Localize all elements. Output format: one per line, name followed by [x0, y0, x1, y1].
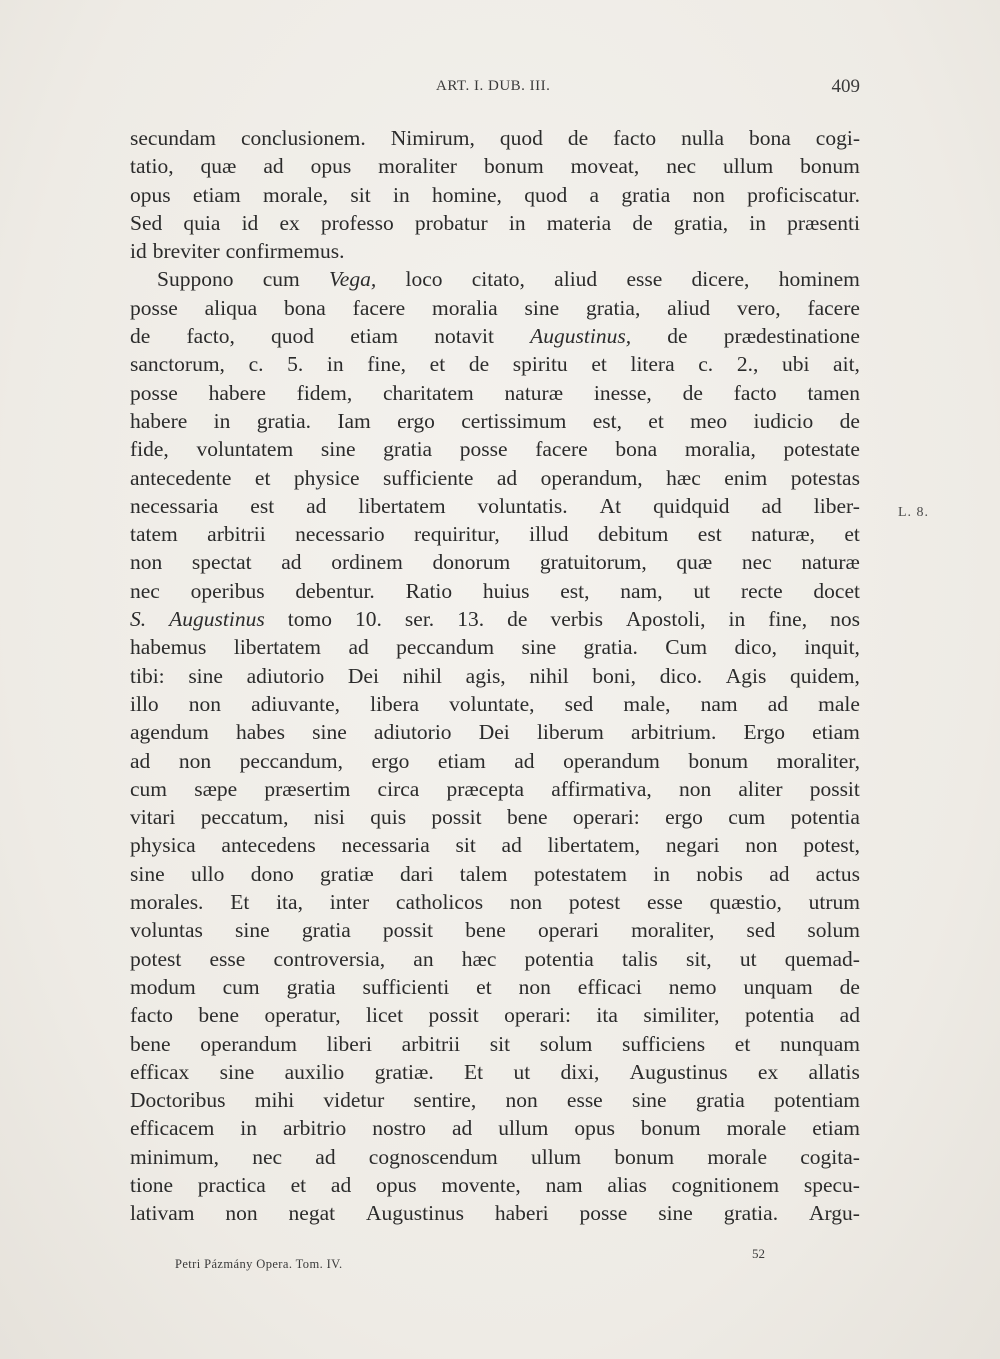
text-line: S. Augustinus tomo 10. ser. 13. de verbis Apostoli, in fine, nos [130, 607, 860, 632]
page-number: 409 [831, 76, 860, 97]
text-line: voluntas sine gratia possit bene operari moraliter, sed solum [130, 918, 860, 943]
text-line: potest esse controversia, an hæc potentia talis sit, ut quemad- [130, 946, 860, 971]
text-line: de facto, quod etiam notavit Augustinus, de prædestinatione [130, 324, 860, 349]
text-line: habere in gratia. Iam ergo certissimum est, et meo iudicio de [130, 408, 860, 433]
text-line: Doctoribus mihi videtur sentire, non esse sine gratia potentiam [130, 1088, 860, 1113]
text-line: fide, voluntatem sine gratia posse facere bona moralia, potestate [130, 437, 860, 462]
text-line: facto bene operatur, licet possit operari: ita similiter, potentia ad [130, 1003, 860, 1028]
text-line: cum sæpe præsertim circa præcepta affirmativa, non aliter possit [130, 776, 860, 801]
text-line: posse habere fidem, charitatem naturæ inesse, de facto tamen [130, 380, 860, 405]
text-line: agendum habes sine adiutorio Dei liberum arbitrium. Ergo etiam [130, 720, 860, 745]
footer-title: Petri Pázmány Opera. Tom. IV. [175, 1257, 343, 1271]
text-line: secundam conclusionem. Nimirum, quod de facto nulla bona cogi- [130, 126, 860, 150]
text-line: opus etiam morale, sit in homine, quod a gratia non proficiscatur. [130, 182, 860, 207]
text-line: morales. Et ita, inter catholicos non potest esse quæstio, utrum [130, 890, 860, 915]
text-line: posse aliqua bona facere moralia sine gratia, aliud vero, facere [130, 295, 860, 320]
text-line: antecedente et physice sufficiente ad operandum, hæc enim potestas [130, 465, 860, 490]
text-line: habemus libertatem ad peccandum sine gratia. Cum dico, inquit, [130, 635, 860, 660]
signature-mark: 52 [752, 1246, 765, 1261]
text-line: non spectat ad ordinem donorum gratuitorum, quæ nec naturæ [130, 550, 860, 575]
text-line: lativam non negat Augustinus haberi posse sine gratia. Argu- [130, 1201, 860, 1226]
text-line: Sed quia id ex professo probatur in materia de gratia, in præsenti [130, 210, 860, 235]
text-line: necessaria est ad libertatem voluntatis. At quidquid ad liber- [130, 493, 860, 518]
text-line: sine ullo dono gratiæ dari talem potestatem in nobis ad actus [130, 861, 860, 886]
text-line: tatem arbitrii necessario requiritur, illud debitum est naturæ, et [130, 522, 860, 547]
text-line: physica antecedens necessaria sit ad libertatem, negari non potest, [130, 833, 860, 858]
running-head: ART. I. DUB. III. [436, 78, 551, 94]
text-line: ad non peccandum, ergo etiam ad operandum bonum moraliter, [130, 748, 860, 773]
text-line: modum cum gratia sufficienti et non efficaci nemo unquam de [130, 974, 860, 999]
text-line: nec operibus debentur. Ratio huius est, nam, ut recte docet [130, 578, 860, 603]
text-line: sanctorum, c. 5. in fine, et de spiritu et litera c. 2., ubi ait, [130, 352, 860, 377]
text-line: bene operandum liberi arbitrii sit solum sufficiens et nunquam [130, 1031, 860, 1056]
body-text [130, 124, 860, 1228]
text-line: minimum, nec ad cognoscendum ullum bonum morale cogita- [130, 1144, 860, 1169]
text-line: vitari peccatum, nisi quis possit bene operari: ergo cum potentia [130, 805, 860, 830]
text-line: tione practica et ad opus movente, nam alias cognitionem specu- [130, 1172, 860, 1197]
text-line: efficax sine auxilio gratiæ. Et ut dixi, Augustinus ex allatis [130, 1059, 860, 1084]
margin-note: L. 8. [898, 505, 930, 520]
text-line: Suppono cum Vega, loco citato, aliud esse dicere, hominem [157, 267, 860, 292]
text-line: illo non adiuvante, libera voluntate, sed male, nam ad male [130, 691, 860, 716]
text-line: tatio, quæ ad opus moraliter bonum moveat, nec ullum bonum [130, 154, 860, 179]
text-line: efficacem in arbitrio nostro ad ullum opus bonum morale etiam [130, 1116, 860, 1141]
text-line: tibi: sine adiutorio Dei nihil agis, nihil boni, dico. Agis quidem, [130, 663, 860, 688]
text-line: id breviter confirmemus. [130, 239, 345, 264]
